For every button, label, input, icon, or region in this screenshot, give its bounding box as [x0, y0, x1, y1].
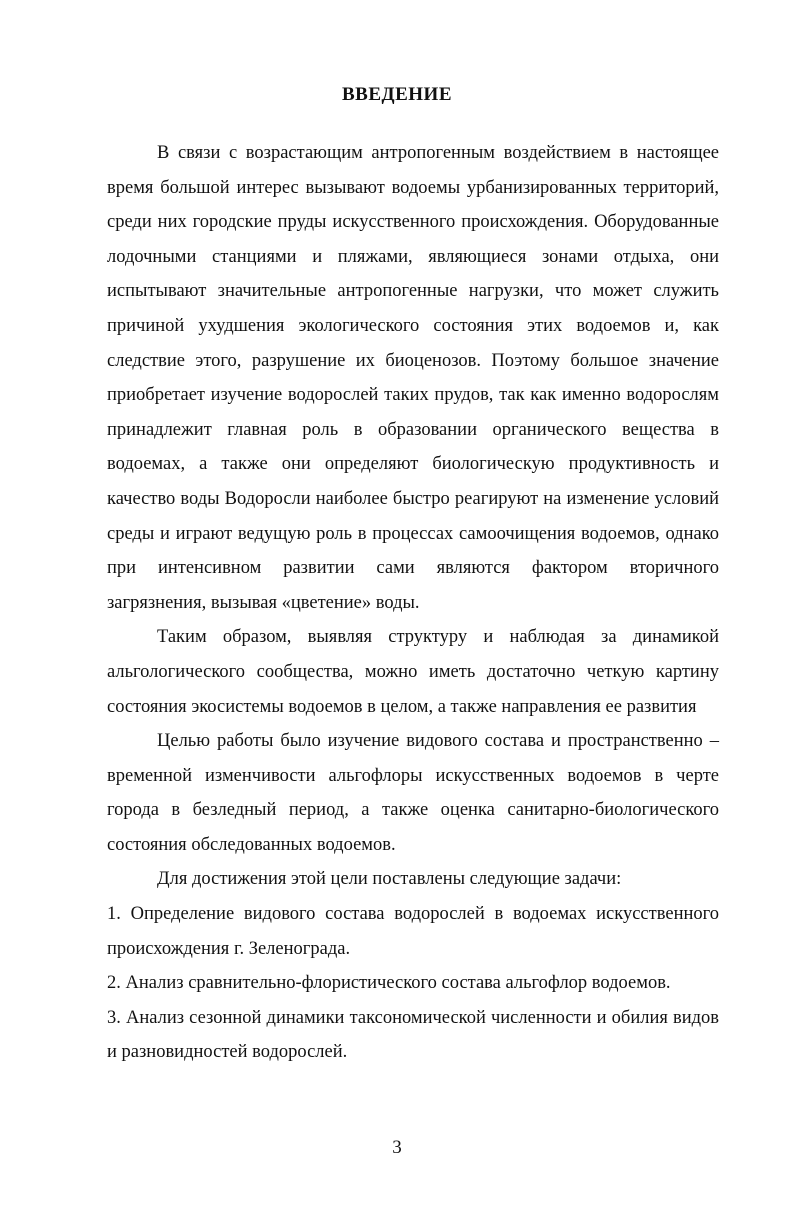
task-item-3: 3. Анализ сезонной динамики таксономической численности и обилия видов и разновидностей водорослей.	[107, 1007, 719, 1063]
paragraph-tasks-intro: Для достижения этой цели поставлены следующие задачи:	[157, 869, 622, 890]
task-item-1: 1. Определение видового состава водорослей в водоемах искусственного происхождения г. Зеленограда.	[107, 904, 719, 959]
task-item-2: 2. Анализ сравнительно-флористического состава альгофлор водоемов.	[107, 973, 671, 994]
paragraph-structure: Таким образом, выявляя структуру и наблюдая за динамикой альгологического сообщества, можно иметь достаточно четкую картину состояния экосистемы водоемов в целом, а также направления ее развития	[107, 627, 719, 717]
paragraph-goal: Целью работы было изучение видового состава и пространственно – временной изменчивости альгофлоры искусственных водоемов в черте города в безледный период, а также оценка санитарно-биологического состояния обследованных водоемов.	[107, 731, 719, 855]
page-title: ВВЕДЕНИЕ	[342, 84, 452, 105]
page-number: 3	[392, 1137, 402, 1158]
paragraph-introduction: В связи с возрастающим антропогенным воздействием в настоящее время большой интерес вызывают водоемы урбанизированных территорий, среди них городские пруды искусственного происхождения. Оборудованные лодочными станциями и пляжами, являющиеся зонами отдыха, они испытывают значительные антропогенные нагрузки, что может служить причиной ухудшения экологического состояния этих водоемов и, как следствие этого, разрушение их биоценозов. Поэтому большое значение приобретает изучение водорослей таких прудов, так как именно водорослям принадлежит главная роль в образовании органического вещества в водоемах, а также они определяют биологическую продуктивность и качество воды Водоросли наиболее быстро реагируют на изменение условий среды и играют ведущую роль в процессах самоочищения водоемов, однако при интенсивном развитии сами являются фактором вторичного загрязнения, вызывая «цветение» воды.	[107, 143, 719, 613]
body-text	[107, 136, 719, 1070]
